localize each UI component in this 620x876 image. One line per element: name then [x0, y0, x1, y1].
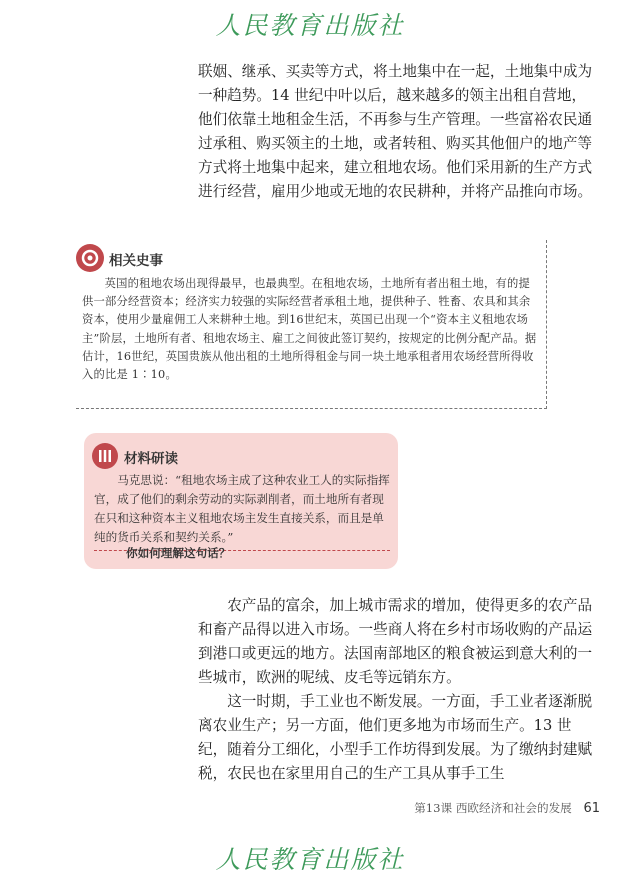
- related-history-text: 英国的租地农场出现得最早，也最典型。在租地农场，土地所有者出租土地，有的提供一部分经营资本；经济实力较强的实际经营者承租土地，提供种子、牲畜、农具和其余资本，使用少量雇佣工人来耕种土地。到16世纪末，英国已出现一个“资本主义租地农场主”阶层，土地所有者、租地农场主、雇工之间彼此签订契约，按规定的比例分配产品。据估计，16世纪，英国贵族从他出租的土地所得租金与同一块土地承租者用农场经营所得收入的比是 1∶10。: [82, 277, 537, 382]
- material-badge-icon: [92, 443, 118, 469]
- publisher-watermark-bottom: 人民教育出版社: [215, 845, 405, 874]
- body-paragraph-1: 农产品的富余，加上城市需求的增加，使得更多的农产品和畜产品得以进入市场。一些商人将在乡村市场收购的产品运到港口或更远的地方。法国南部地区的粮食被运到意大利的一些城市，欧洲的呢绒、皮毛等远销东方。: [198, 597, 593, 686]
- related-history-box: [76, 240, 547, 409]
- material-question: 你如何理解这句话？: [126, 546, 231, 560]
- material-quote: 马克思说：“租地农场主成了这种农业工人的实际指挥官，成了他们的剩余劳动的实际剥削者，而土地所有者现在只和这种资本主义租地农场主发生直接关系，而且是单纯的货币关系和契约关系。”: [94, 471, 390, 551]
- body-paragraphs: [198, 594, 598, 786]
- page-number: 61: [583, 801, 600, 816]
- material-study-box: [84, 433, 398, 569]
- publisher-watermark-top: 人民教育出版社: [215, 11, 405, 40]
- body-paragraph-2: 这一时期，手工业也不断发展。一方面，手工业者逐渐脱离农业生产；另一方面，他们更多地为市场而生产。13 世纪，随着分工细化，小型手工作坊得到发展。为了缴纳封建赋税，农民也在家里用自己的生产工具从事手工生: [198, 693, 593, 782]
- loop-icon: [79, 247, 101, 269]
- intro-text: 联姻、继承、买卖等方式，将土地集中在一起，土地集中成为一种趋势。14 世纪中叶以后，越来越多的领主出租自营地，他们依靠土地租金生活，不再参与生产管理。一些富裕农民通过承租、购买领主的土地，或者转租、购买其他佃户的地产等方式将土地集中起来，建立租地农场。他们采用新的生产方式进行经营，雇用少地或无地的农民耕种，并将产品推向市场。: [198, 63, 593, 200]
- related-history-title: 相关史事: [109, 253, 163, 269]
- history-badge-icon: [76, 244, 104, 272]
- intro-paragraph: [198, 60, 598, 204]
- bars-icon: [96, 447, 114, 465]
- material-study-title: 材料研读: [124, 451, 178, 467]
- page-footer: [380, 800, 600, 816]
- lesson-title: 第13课 西欧经济和社会的发展: [414, 801, 572, 815]
